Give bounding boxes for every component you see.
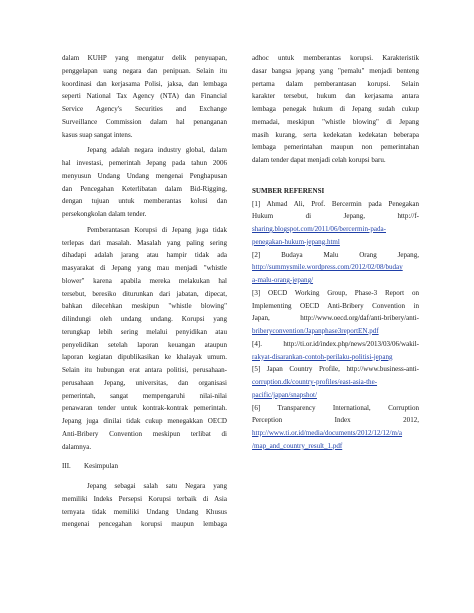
paragraph-bid-rigging bbox=[62, 144, 227, 221]
text-line: menyusun Undang Undang mengenai Penghapusan bbox=[62, 171, 227, 180]
text-line: penggelapan uang negara dan penipuan. Selain itu bbox=[62, 66, 227, 75]
text-line: dalamnya. bbox=[62, 442, 92, 451]
text-line: lembaga pemerintahan maupun non pemerintahan bbox=[252, 143, 419, 152]
reference-link[interactable]: http://summysmile.wordpress.com/2012/02/08/buday bbox=[252, 263, 403, 272]
text-line: terungkap lebih sering melalui penyidikan atau bbox=[62, 327, 227, 336]
reference-line: [1] Ahmad Ali, Prof. Bercermin pada Penegakan bbox=[252, 199, 419, 208]
text-line: memiliki Indeks Persepsi Korupsi terbaik di Asia bbox=[62, 494, 227, 503]
reference-line: [2] Budaya Malu Orang Jepang, bbox=[252, 250, 419, 259]
text-line: Surveillance Commission dalam hal penanganan bbox=[62, 117, 227, 126]
text-line: persekongkolan dalam tender. bbox=[62, 210, 147, 218]
reference-line: Implementing OECD Anti-Bribery Convention in bbox=[252, 301, 419, 310]
text-line: Jepang juga dinilai tidak cukup menegakkan OECD bbox=[62, 417, 227, 425]
reference-line: [6] Transparency International, Corruption bbox=[252, 403, 419, 412]
text-line: Selain itu hubungan erat antara politisi, perusahaan- bbox=[62, 366, 227, 374]
text-line: Anti-Bribery Convention meskipun terlibat di bbox=[62, 429, 227, 438]
reference-link[interactable]: briberyconvention/Japanphase3reportEN.pdf bbox=[252, 327, 379, 335]
reference-list bbox=[252, 198, 419, 453]
text-line: dalam KUHP yang mengatur delik penyuapan, bbox=[62, 54, 227, 62]
paragraph-whistle-blower bbox=[62, 224, 227, 454]
text-line: dasar bangsa jepang yang "pemalu" menjadi benteng bbox=[252, 66, 419, 75]
text-line: dalam tender dapat menjadi celah korupsi baru. bbox=[252, 156, 386, 164]
text-line: dihadapi adalah jarang atau hampir tidak ada bbox=[62, 251, 227, 260]
reference-link[interactable]: rakyat-disarankan-contoh-perilaku-politisi-jepang bbox=[252, 352, 393, 361]
reference-link[interactable]: penegakan-hukum-jepang.html bbox=[252, 237, 340, 246]
reference-link[interactable]: corruption.dk/country-profiles/east-asia-the- bbox=[252, 378, 378, 386]
text-line: hal investasi, pemerintah Jepang pada tahun 2006 bbox=[62, 159, 227, 167]
text-line: penawaran tender untuk kontrak-kontrak pemerintah. bbox=[62, 404, 227, 413]
text-line: dan Pencegahan Keterlibatan dalam Bid-Rigging, bbox=[62, 184, 227, 193]
paragraph-kuhp bbox=[62, 52, 227, 141]
paragraph-kesimpulan bbox=[62, 480, 227, 531]
text-line: dilindungi oleh undang undang. Korupsi yang bbox=[62, 315, 227, 323]
text-line: laporan kegiatan dipublikasikan ke khalayak umum. bbox=[62, 353, 227, 362]
paragraph-karakteristik bbox=[252, 52, 419, 167]
reference-link[interactable]: sharing.blogspot.com/2011/06/bercermin-pada- bbox=[252, 225, 386, 233]
references-heading: SUMBER REFERENSI bbox=[252, 186, 325, 195]
text-line: memadai, meskipun "whistle blowing" di Jepang bbox=[252, 117, 419, 126]
text-line: seperti National Tax Agency (NTA) dan Financial bbox=[62, 92, 227, 101]
text-line: lembaga penegak hukum di Jepang sudah cukup bbox=[252, 105, 419, 113]
reference-link[interactable]: a-malu-orang-jepang/ bbox=[252, 276, 314, 284]
text-line: bahkan dilecehkan meskipun "whistle blowing" bbox=[62, 302, 227, 311]
text-line: Jepang sebagai salah satu Negara yang bbox=[87, 482, 227, 490]
text-line: pemerintah, sangat mempengaruhi nilai-nilai bbox=[62, 391, 227, 400]
text-line: karakter tersebut, hukum dan kerjasama antara bbox=[252, 92, 419, 101]
text-line: penyelidikan setelah laporan keuangan ataupun bbox=[62, 340, 227, 349]
section-heading-kesimpulan bbox=[62, 460, 227, 473]
reference-line: [3] OECD Working Group, Phase-3 Report on bbox=[252, 288, 419, 297]
text-line: terlepas dari masalah. Masalah yang paling sering bbox=[62, 238, 227, 247]
text-line: mengenai pencegahan korupsi maupun lembaga bbox=[62, 520, 227, 529]
section-number: III. bbox=[62, 462, 71, 471]
text-line: adhoc untuk memberantas korupsi. Karakteristik bbox=[252, 54, 419, 62]
right-column bbox=[252, 52, 419, 453]
reference-line: Perception Index 2012, bbox=[252, 416, 419, 425]
text-line: tersebut, beresiko diturunkan dari jabatan, dipecat, bbox=[62, 289, 227, 298]
reference-link[interactable]: /map_and_country_result_1.pdf bbox=[252, 441, 343, 450]
text-line: perusahaan Jepang, universitas, dan organisasi bbox=[62, 378, 227, 387]
left-column bbox=[62, 52, 227, 531]
text-line: kasus suap sangat intens. bbox=[62, 130, 133, 139]
text-line: koordinasi dan kerjasama Polisi, jaksa, dan lembaga bbox=[62, 79, 227, 88]
reference-link[interactable]: pacific/japan/snapshot/ bbox=[252, 390, 317, 399]
text-line: dengan tujuan untuk memberantas kolusi dan bbox=[62, 197, 227, 206]
reference-link[interactable]: http://www.ti.or.id/media/documents/2012/12/12/m/a bbox=[252, 429, 403, 437]
reference-line[interactable]: Japan, http://www.oecd.org/daf/anti-bribery/anti- bbox=[252, 314, 419, 323]
text-line: Jepang adalah negara industry global, dalam bbox=[87, 146, 227, 155]
section-title: Kesimpulan bbox=[84, 462, 119, 471]
text-line: masih kurang, serta kedekatan kedekatan beberapa bbox=[252, 130, 419, 139]
text-line: Pemberantasan Korupsi di Jepang juga tidak bbox=[87, 225, 227, 234]
reference-line[interactable]: Hukum di Jepang, http://f- bbox=[252, 212, 419, 221]
text-line: masyarakat di Jepang yang mau menjadi "whistle bbox=[62, 264, 227, 272]
text-line: pertama dalam pemberantasan korupsi. Selain bbox=[252, 79, 419, 88]
text-line: blower" karena apabila mereka melakukan hal bbox=[62, 276, 227, 285]
text-line: ternyata tidak memiliki Undang Undang Khusus bbox=[62, 507, 227, 516]
text-line: Service Agency's Securities and Exchange bbox=[62, 105, 227, 113]
reference-line[interactable]: [5] Japan Country Profile, http://www.business-anti- bbox=[252, 365, 419, 374]
reference-line[interactable]: [4]. http://ti.or.id/index.php/news/2013/03/06/wakil- bbox=[252, 339, 419, 348]
